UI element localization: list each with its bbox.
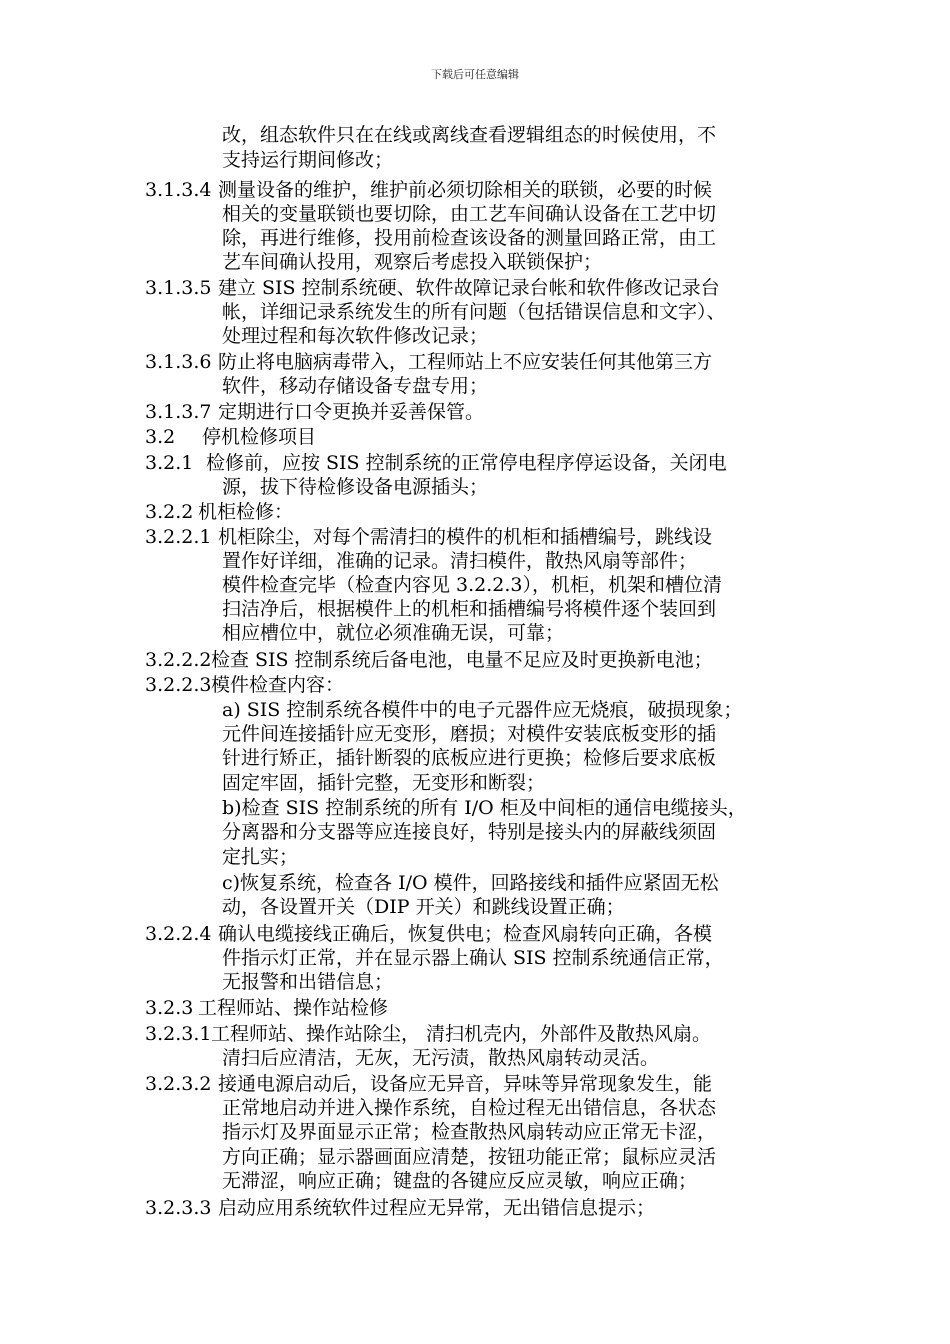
document-line [222, 1120, 716, 1144]
document-line [145, 1072, 713, 1096]
document-line [145, 525, 713, 549]
document-line [222, 698, 742, 722]
document-line [145, 350, 713, 374]
document-line [145, 451, 727, 475]
line-text: 改，组态软件只在在线或离线查看逻辑组态的时候使用，不 [222, 124, 717, 146]
line-text: 艺车间确认投用，观察后考虑投入联锁保护； [222, 251, 603, 273]
line-text: 定扎实； [222, 846, 299, 868]
document-line [145, 1196, 656, 1220]
document-line [222, 475, 488, 499]
section-number: 3.2.2.4 [145, 923, 212, 945]
line-text: 正常地启动并进入操作系统，自检过程无出错信息，各状态 [222, 1097, 717, 1119]
section-number: 3.2.2 [145, 501, 194, 523]
line-text: 停机检修项目 [202, 426, 317, 448]
document-line [222, 845, 298, 869]
line-text: 针进行矫正，插针断裂的底板应进行更换；检修后要求底板 [222, 747, 717, 769]
document-line [222, 1145, 716, 1169]
line-text: 元件间连接插针应无变形，磨损；对模件安装底板变形的插 [222, 723, 717, 745]
document-line [222, 1096, 716, 1120]
document-line [222, 324, 488, 348]
section-number: 3.2.2.2 [145, 649, 212, 671]
section-number: 3.2.3 [145, 997, 194, 1019]
section-number: 3.1.3.4 [145, 179, 212, 201]
document-line [222, 549, 697, 573]
document-line [222, 796, 747, 820]
section-number: 3.2.1 [145, 452, 194, 474]
page-header: 下载后可任意编辑 [431, 68, 519, 81]
document-line [145, 996, 389, 1020]
document-line [222, 722, 716, 746]
document-line [222, 970, 393, 994]
document-line [222, 771, 545, 795]
line-text: 支持运行期间修改； [222, 149, 394, 171]
line-text: 防止将电脑病毒带入，工程师站上不应安装任何其他第三方 [218, 351, 713, 373]
line-text: 机柜检修： [198, 501, 294, 523]
document-line [145, 673, 345, 697]
document-line [222, 1046, 659, 1070]
section-number: 3.1.3.5 [145, 277, 212, 299]
document-line [222, 621, 564, 645]
document-line [222, 820, 716, 844]
line-text: 固定牢固，插针完整，无变形和断裂； [222, 772, 546, 794]
document-line [145, 648, 713, 672]
line-text: 动，各设置开关（DIP 开关）和跳线设置正确； [222, 896, 625, 918]
line-text: 检查 SIS 控制系统后备电池，电量不足应及时更换新电池； [211, 649, 713, 671]
document-line [145, 178, 713, 202]
line-text: 置作好详细，准确的记录。清扫模件，散热风扇等部件； [222, 550, 698, 572]
line-text: 软件，移动存储设备专盘专用； [222, 375, 489, 397]
line-text: 确认电缆接线正确后，恢复供电；检查风扇转向正确，各模 [218, 923, 713, 945]
document-line [222, 374, 488, 398]
line-text: 帐，详细记录系统发生的所有问题（包括错误信息和文字）、 [222, 301, 726, 323]
line-text: 方向正确；显示器画面应清楚，按钮功能正常；鼠标应灵活 [222, 1146, 717, 1168]
document-line [145, 425, 317, 449]
document-line [145, 1022, 712, 1046]
section-number: 3.1.3.7 [145, 401, 212, 423]
document-line [222, 946, 724, 970]
line-text: 相应槽位中，就位必须准确无误，可靠； [222, 622, 565, 644]
document-line [222, 746, 716, 770]
line-text: 源，拔下待检修设备电源插头； [222, 476, 489, 498]
document-line [145, 400, 485, 424]
document-line [222, 573, 722, 597]
document-line [222, 123, 716, 147]
document-line [222, 202, 716, 226]
line-text: 接通电源启动后，设备应无异音，异味等异常现象发生，能 [218, 1073, 713, 1095]
section-number: 3.2.3.1 [145, 1023, 212, 1045]
line-text: 模件检查内容： [211, 674, 345, 696]
document-line [145, 276, 720, 300]
line-text: 件指示灯正常，并在显示器上确认 SIS 控制系统通信正常， [222, 947, 724, 969]
section-number: 3.2.3.3 [145, 1197, 212, 1219]
document-line [222, 871, 719, 895]
line-text: 扫洁净后，根据模件上的机柜和插槽编号将模件逐个装回到 [222, 598, 717, 620]
line-text: a) SIS 控制系统各模件中的电子元器件应无烧痕，破损现象； [222, 699, 743, 721]
line-text: 除，再进行维修，投用前检查该设备的测量回路正常，由工 [222, 227, 717, 249]
document-line [222, 895, 625, 919]
line-text: 建立 SIS 控制系统硬、软件故障记录台帐和软件修改记录台 [218, 277, 720, 299]
line-text: 清扫后应清洁，无灰，无污渍，散热风扇转动灵活。 [222, 1047, 660, 1069]
line-text: c)恢复系统，检查各 I/O 模件，回路接线和插件应紧固无松 [222, 872, 719, 894]
document-line [145, 922, 713, 946]
line-text: 指示灯及界面显示正常；检查散热风扇转动应正常无卡涩， [222, 1121, 717, 1143]
line-text: 分离器和分支器等应连接良好，特别是接头内的屏蔽线须固 [222, 821, 717, 843]
line-text: 测量设备的维护，维护前必须切除相关的联锁，必要的时候 [218, 179, 713, 201]
document-line [222, 300, 726, 324]
line-text: 检修前，应按 SIS 控制系统的正常停电程序停运设备，关闭电 [206, 452, 727, 474]
section-number: 3.2.3.2 [145, 1073, 212, 1095]
line-text: 工程师站、操作站检修 [198, 997, 389, 1019]
line-text: 无滞涩，响应正确；键盘的各键应反应灵敏，响应正确； [222, 1170, 698, 1192]
line-text: b)检查 SIS 控制系统的所有 I/O 柜及中间柜的通信电缆接头， [222, 797, 747, 819]
document-line [222, 226, 716, 250]
line-text: 处理过程和每次软件修改记录； [222, 325, 489, 347]
document-line [145, 500, 294, 524]
line-text: 无报警和出错信息； [222, 971, 394, 993]
line-text: 定期进行口令更换并妥善保管。 [218, 401, 485, 423]
line-text: 启动应用系统软件过程应无异常，无出错信息提示； [218, 1197, 656, 1219]
line-text: 模件检查完毕（检查内容见 3.2.2.3），机柜，机架和槽位清 [222, 574, 723, 596]
document-line [222, 250, 602, 274]
document-line [222, 597, 716, 621]
line-text: 机柜除尘，对每个需清扫的模件的机柜和插槽编号，跳线设 [218, 526, 713, 548]
line-text: 相关的变量联锁也要切除，由工艺车间确认设备在工艺中切 [222, 203, 717, 225]
document-line [222, 1169, 697, 1193]
section-number: 3.2.2.1 [145, 526, 212, 548]
section-number: 3.1.3.6 [145, 351, 212, 373]
document-line [222, 148, 393, 172]
section-number: 3.2.2.3 [145, 674, 212, 696]
section-number: 3.2 [145, 426, 176, 448]
line-text: 工程师站、操作站除尘， 清扫机壳内，外部件及散热风扇。 [211, 1023, 712, 1045]
